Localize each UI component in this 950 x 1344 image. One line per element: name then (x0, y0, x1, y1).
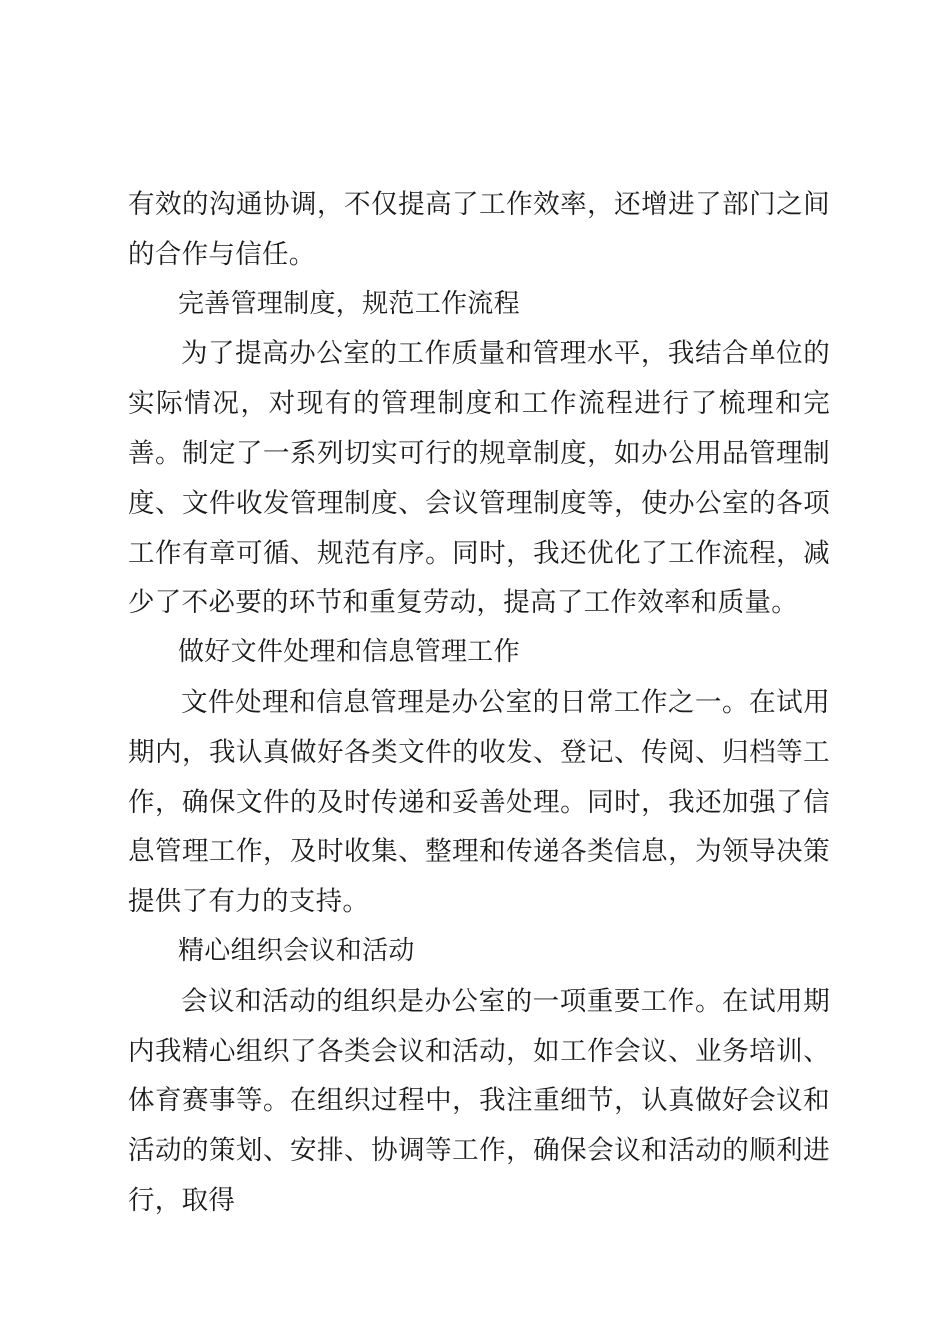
paragraph-management-system: 为了提高办公室的工作质量和管理水平，我结合单位的实际情况，对现有的管理制度和工作流程进行了梳理和完善。制定了一系列切实可行的规章制度，如办公用品管理制度、文件收发管理制度、会议管理制度等，使办公室的各项工作有章可循、规范有序。同时，我还优化了工作流程，减少了不必要的环节和重复劳动，提高了工作效率和质量。 (128, 338, 830, 619)
paragraph-meetings-activities: 会议和活动的组织是办公室的一项重要工作。在试用期内我精心组织了各类会议和活动，如工作会议、业务培训、体育赛事等。在组织过程中，我注重细节，认真做好会议和活动的策划、安排、协调等工作，确保会议和活动的顺利进行，取得 (128, 985, 830, 1216)
section-heading-meetings-activities: 精心组织会议和活动 (178, 935, 415, 966)
paragraph-communication-continued: 有效的沟通协调，不仅提高了工作效率，还增进了部门之间的合作与信任。 (128, 189, 830, 270)
document-body (128, 180, 830, 1226)
paragraph-document-processing: 文件处理和信息管理是办公室的日常工作之一。在试用期内，我认真做好各类文件的收发、登记、传阅、归档等工作，确保文件的及时传递和妥善处理。同时，我还加强了信息管理工作，及时收集、整理和传递各类信息，为领导决策提供了有力的支持。 (128, 686, 830, 918)
section-heading-document-processing: 做好文件处理和信息管理工作 (178, 637, 520, 668)
section-heading-management-system: 完善管理制度，规范工作流程 (178, 288, 520, 319)
